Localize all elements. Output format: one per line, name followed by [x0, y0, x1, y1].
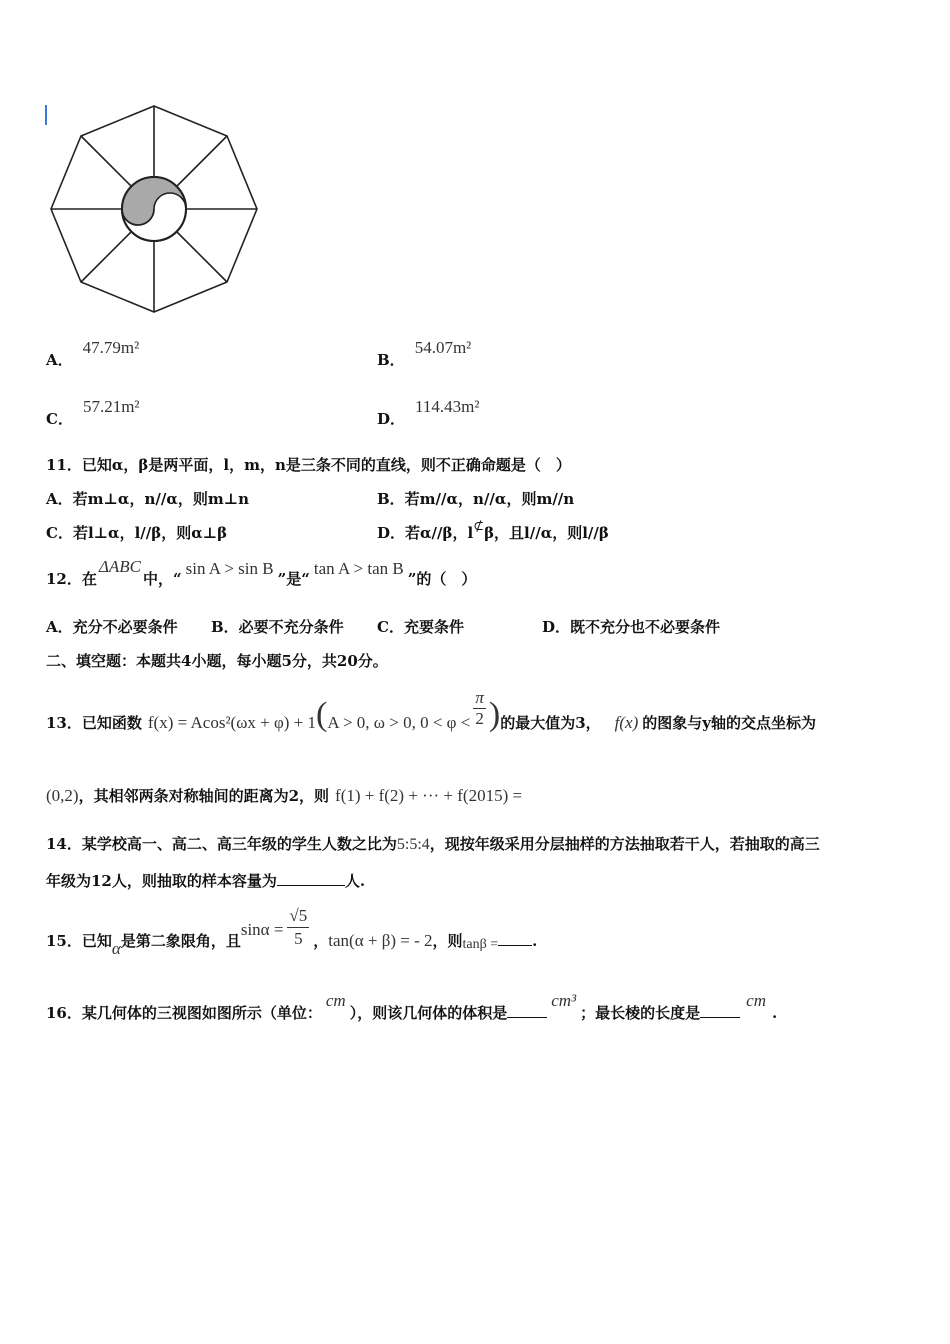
q16-unit-end: cm	[746, 991, 766, 1010]
q12-option-b: B．必要不充分条件	[211, 618, 344, 636]
q13-func: f(x) = Acos²(ωx + φ) + 1	[147, 713, 317, 732]
q13-frac-den: 2	[475, 709, 484, 728]
option-c	[46, 396, 140, 428]
section-header: 二、填空题：本题共4小题，每小题5分，共20分。	[46, 652, 388, 670]
q16-length-blank	[700, 1016, 740, 1018]
q12-mid2: ”是“	[277, 570, 310, 588]
q14-line2-pre: 年级为12人，则抽取的样本容量为	[46, 872, 277, 890]
option-a	[46, 337, 140, 369]
q13-cond: A > 0, ω > 0, 0 < φ <	[327, 713, 471, 732]
q14-line2	[46, 870, 365, 891]
q16-end: .	[772, 1004, 778, 1022]
q11-option-a: A．若m⊥α，n//α，则m⊥n	[46, 490, 250, 508]
option-c-letter: C．	[46, 410, 73, 428]
option-d	[377, 396, 480, 428]
q12-triangle: ΔABC	[98, 557, 141, 576]
q11-option-d	[377, 519, 609, 543]
q15-sin: sinα =	[240, 920, 284, 939]
q16-unit: cm	[325, 991, 346, 1010]
q16-pre: 16．某几何体的三视图如图所示（单位：	[46, 1004, 322, 1022]
q15-frac-den: 5	[294, 929, 303, 948]
q16-mid: ），则该几何体的体积是	[349, 1004, 508, 1022]
q13-line1	[46, 688, 816, 732]
q12-option-a: A．充分不必要条件	[46, 618, 178, 636]
q15-pre: 15．已知	[46, 932, 112, 950]
q16-unit3: cm³	[551, 991, 577, 1010]
q11-option-b: B．若m//α，n//α，则m//n	[377, 490, 575, 508]
q16-volume-blank	[507, 1016, 547, 1018]
q11-stem: 11．已知α，β是两平面，l，m，n是三条不同的直线，则不正确命题是（ ）	[46, 456, 571, 474]
q13-tail2: 的图象与y轴的交点坐标为	[642, 714, 816, 732]
q15-comma: ，	[313, 932, 329, 950]
q16	[46, 990, 777, 1030]
q15-alpha: α	[111, 939, 121, 958]
q12-tail: ”的（ ）	[407, 570, 477, 588]
q15-mid: 是第二象限角，且	[120, 932, 241, 950]
option-a-value: 47.79m²	[82, 338, 140, 357]
q15-frac	[287, 905, 309, 950]
q14-pre: 14．某学校高一、高二、高三年级的学生人数之比为	[46, 835, 397, 853]
option-b-letter: B．	[377, 351, 405, 369]
option-b	[377, 337, 472, 369]
q13-tail: 的最大值为3，	[500, 714, 601, 732]
q13-point: (0,2)	[46, 786, 79, 805]
q15-answer-blank	[498, 944, 532, 946]
q14-answer-blank	[277, 884, 345, 886]
option-b-value: 54.07m²	[414, 338, 472, 357]
option-d-value: 114.43m²	[415, 397, 480, 416]
option-d-letter: D．	[377, 410, 406, 428]
q15-end: .	[532, 932, 538, 950]
octagon-figure	[44, 100, 266, 320]
q11-option-c: C．若l⊥α，l//β，则α⊥β	[46, 524, 228, 542]
q11-d-symbol: ⊄	[473, 519, 485, 534]
q12-mid1: 中，“	[142, 570, 182, 588]
option-a-letter: A．	[46, 351, 73, 369]
q12-num: 12．在	[46, 570, 97, 588]
q12-option-c: C．充要条件	[377, 618, 464, 636]
q13-sum: f(1) + f(2) + ··· + f(2015) =	[335, 786, 523, 805]
q13-line2-text: ，其相邻两条对称轴间的距离为2，则	[78, 787, 330, 805]
q12-option-d: D．既不充分也不必要条件	[542, 618, 721, 636]
q15	[46, 905, 537, 957]
option-c-value: 57.21m²	[82, 397, 140, 416]
q13-bracket-open: (	[316, 696, 328, 733]
q11-d-pre: D．若α//β，l	[377, 524, 474, 542]
q16-mid2: ；最长棱的长度是	[580, 1004, 701, 1022]
q12-cond1: sin A > sin B	[185, 559, 274, 578]
q15-tanb: tanβ =	[462, 937, 499, 952]
q13-frac	[473, 688, 486, 729]
q11-d-post: β，且l//α，则l//β	[484, 524, 609, 542]
q15-tan: tan(α + β) = - 2	[328, 931, 433, 950]
q14-ratio: 5:5:4	[396, 836, 430, 853]
q13-num: 13．已知函数	[46, 714, 142, 732]
q13-line2	[46, 785, 522, 806]
q13-fx: f(x)	[614, 713, 639, 732]
q14-line1	[46, 833, 820, 854]
q15-then: ，则	[432, 932, 463, 950]
q14-post: ，现按年级采用分层抽样的方法抽取若干人，若抽取的高三	[429, 835, 820, 853]
q13-bracket-close: )	[488, 696, 501, 733]
q13-frac-num: π	[475, 688, 484, 707]
q15-frac-num: √5	[287, 905, 309, 928]
q12-stem	[46, 557, 477, 589]
q12-cond2: tan A > tan B	[313, 559, 404, 578]
q14-line2-post: 人.	[344, 872, 366, 890]
